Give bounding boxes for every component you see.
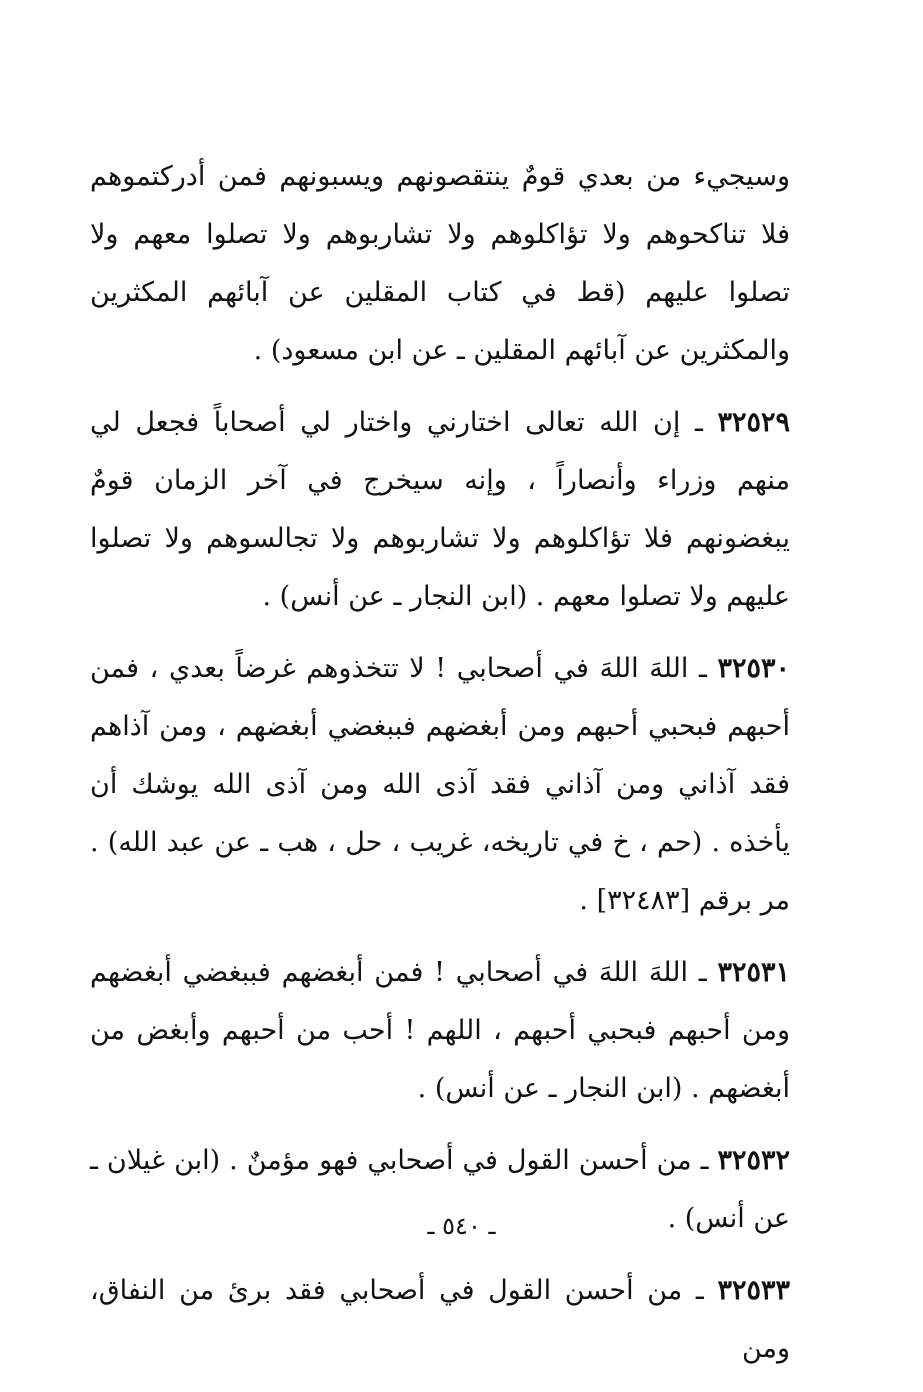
body-text bbox=[90, 148, 790, 1392]
hadith-number: ٣٢٥٣٠ bbox=[717, 653, 790, 684]
hadith-number: ٣٢٥٢٩ bbox=[717, 407, 790, 438]
hadith-text: وسيجيء من بعدي قومٌ ينتقصونهم ويسبونهم فمن أدركتموهم فلا تناكحوهم ولا تؤاكلوهم ولا تشاربوهم ولا تصلوا معهم ولا تصلوا عليهم (قط في كتاب المقلين عن آبائهم المكثرين والمكثرين عن آبائهم المقلين ـ عن ابن مسعود) . bbox=[90, 161, 790, 366]
hadith-text: ـ إن الله تعالى اختارني واختار لي أصحاباً فجعل لي منهم وزراء وأنصاراً ، وإنه سيخرج في آخر الزمان قومٌ يبغضونهم فلا تؤاكلوهم ولا تشاربوهم ولا تجالسوهم ولا تصلوا عليهم ولا تصلوا معهم . (ابن النجار ـ عن أنس) . bbox=[90, 407, 790, 612]
hadith-number: ٣٢٥٣٣ bbox=[717, 1275, 790, 1306]
hadith-number: ٣٢٥٣٢ bbox=[717, 1145, 790, 1176]
hadith-paragraph bbox=[90, 148, 790, 380]
hadith-paragraph bbox=[90, 944, 790, 1118]
hadith-paragraph bbox=[90, 640, 790, 930]
hadith-text: ـ اللهَ اللهَ في أصحابي ! فمن أبغضهم فببغضي أبغضهم ومن أحبهم فبحبي أحبهم ، اللهم ! أحب من أحبهم وأبغض من أبغضهم . (ابن النجار ـ عن أنس) . bbox=[90, 957, 790, 1104]
hadith-number: ٣٢٥٣١ bbox=[717, 957, 790, 988]
hadith-text: ـ من أحسن القول في أصحابي فقد برئ من النفاق، ومن bbox=[90, 1275, 790, 1364]
hadith-text: ـ من أحسن القول في أصحابي فهو مؤمنٌ . (ابن غيلان ـ عن أنس) . bbox=[90, 1145, 790, 1234]
hadith-paragraph bbox=[90, 1262, 790, 1378]
hadith-text: ـ اللهَ اللهَ في أصحابي ! لا تتخذوهم غرضاً بعدي ، فمن أحبهم فبحبي أحبهم ومن أبغضهم فببغضي أبغضهم ، ومن آذاهم فقد آذاني ومن آذاني فقد آذى الله ومن آذى الله يوشك أن يأخذه . (حم ، خ في تاريخه، غريب ، حل ، هب ـ عن عبد الله) . مر برقم [٣٢٤٨٣] . bbox=[90, 653, 790, 916]
hadith-paragraph bbox=[90, 394, 790, 626]
page-number: ـ ٥٤٠ ـ bbox=[427, 1212, 496, 1240]
